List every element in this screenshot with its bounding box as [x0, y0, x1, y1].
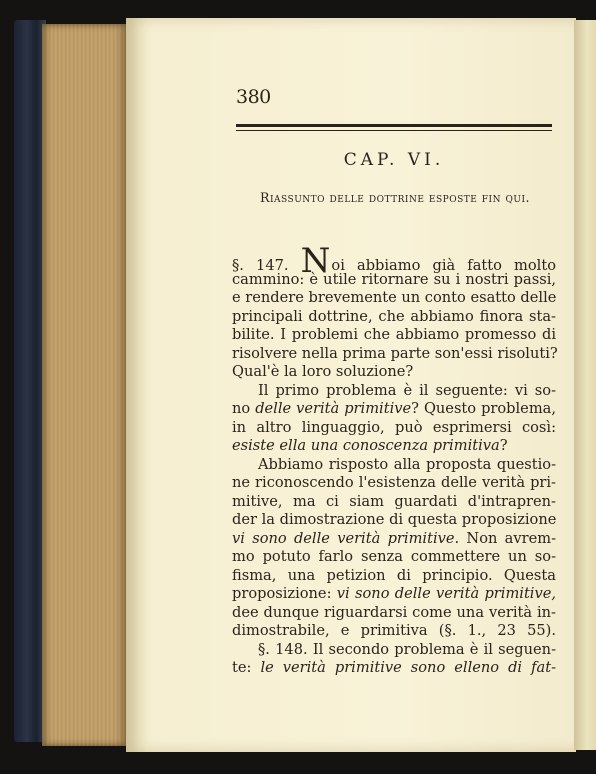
- text-run: Qual'è la loro soluzione?: [232, 363, 414, 380]
- text-line: [232, 604, 556, 623]
- text-run: mitive, ma ci siam guardati d'intrapren-: [232, 492, 556, 510]
- italic-text: esiste ella una conoscenza primitiva: [232, 437, 500, 454]
- text-line: [232, 289, 556, 308]
- italic-text: vi sono delle verità primitive.: [232, 529, 460, 547]
- text-line: [232, 326, 556, 345]
- facing-page-edge: [574, 20, 596, 750]
- text-line: [232, 308, 556, 327]
- text-line: [232, 585, 556, 604]
- text-line: [232, 271, 556, 290]
- italic-text: delle verità primitive: [255, 400, 412, 417]
- text-run: dee dunque riguardarsi come una verità in-: [232, 603, 556, 621]
- text-run: bilite. I problemi che abbiamo promesso di: [232, 326, 556, 343]
- text-run: Non avrem-: [459, 529, 557, 547]
- header-rule-thick: [236, 124, 552, 127]
- text-line: [232, 548, 556, 567]
- text-line: [232, 641, 556, 660]
- text-run: §. 147.: [232, 257, 301, 274]
- text-line: [232, 345, 556, 364]
- chapter-heading: CAP. VI.: [343, 150, 445, 170]
- text-run: Abbiamo risposto alla proposta questio-: [258, 455, 556, 473]
- text-run: der la dimostrazione di questa proposizione: [232, 511, 557, 528]
- text-line: [232, 493, 556, 512]
- text-line: [232, 456, 556, 475]
- text-run: Il primo problema è il seguente: vi so-: [258, 381, 556, 399]
- text-line: [232, 400, 556, 419]
- text-run: ? Questo problema,: [411, 400, 557, 417]
- text-run: te:: [232, 659, 261, 676]
- text-line: [232, 382, 556, 401]
- text-run: cammino: è utile ritornare su i nostri passi,: [232, 270, 556, 288]
- text-line: [232, 419, 556, 438]
- body-text: [232, 241, 558, 678]
- text-line: [232, 530, 556, 549]
- text-line: [232, 659, 556, 678]
- text-run: fisma, una petizion di principio. Questa: [232, 566, 556, 584]
- text-line: [232, 567, 556, 586]
- text-line: [232, 437, 556, 456]
- text-run: in altro linguaggio, può esprimersi così:: [232, 418, 556, 436]
- text-line: [232, 363, 556, 382]
- text-run: oi abbiamo già fatto molto: [331, 257, 556, 274]
- text-run: mo potuto farlo senza commettere un so-: [232, 548, 556, 565]
- text-run: proposizione:: [232, 585, 337, 602]
- page-block-edge: [42, 24, 128, 746]
- text-run: ne riconoscendo l'esistenza delle verità pri-: [232, 474, 556, 491]
- text-run: dimostrabile, e primitiva (§. 1., 23 55).: [232, 622, 556, 639]
- header-rule-thin: [236, 130, 552, 131]
- italic-text: vi sono delle verità primitive,: [336, 585, 556, 602]
- page-number: 380: [236, 86, 271, 108]
- text-run: §. 148. Il secondo problema è il seguen-: [258, 640, 556, 658]
- text-line: [232, 474, 556, 493]
- text-line: [232, 622, 556, 641]
- text-run: ?: [499, 437, 508, 454]
- chapter-title: Riassunto delle dottrine esposte fin qui.: [259, 190, 531, 205]
- text-run: principali dottrine, che abbiamo finora sta-: [232, 307, 556, 325]
- drop-cap: N: [300, 241, 331, 281]
- text-run: risolvere nella prima parte son'essi risoluti?: [232, 344, 558, 362]
- text-line: [232, 511, 556, 530]
- text-run: e rendere brevemente un conto esatto delle: [232, 289, 557, 306]
- text-run: no: [232, 400, 256, 417]
- italic-text: le verità primitive sono elleno di fat-: [260, 659, 556, 676]
